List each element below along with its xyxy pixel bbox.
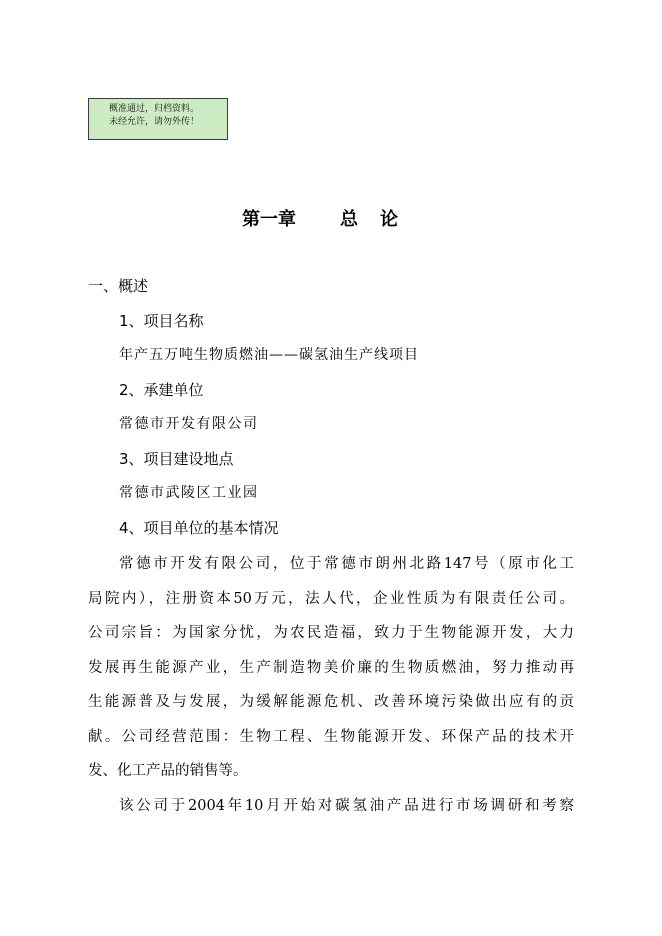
paragraph-line: 生能源普及与发展，为缓解能源危机、改善环境污染做出应有的贡	[88, 694, 574, 710]
notice-line-1: 概准通过，归档资料。	[109, 104, 200, 114]
item-4-label: 4、项目单位的基本情况	[119, 519, 279, 537]
item-3-value: 常德市武陵区工业园	[119, 485, 259, 501]
section-heading: 一、概述	[88, 277, 149, 295]
item-3-label: 3、项目建设地点	[119, 450, 234, 468]
chapter-heading	[0, 205, 662, 231]
chapter-number: 第一章	[242, 209, 296, 230]
item-2-label: 2、承建单位	[119, 381, 204, 399]
item-1-value: 年产五万吨生物质燃油——碳氢油生产线项目	[119, 347, 419, 363]
paragraph-line: 常德市开发有限公司，位于常德市朗州北路147号（原市化工	[119, 556, 574, 572]
notice-line-2: 未经允许，请勿外传！	[109, 117, 200, 127]
paragraph-line: 公司宗旨：为国家分忧，为农民造福，致力于生物能源开发，大力	[88, 625, 574, 641]
paragraph-line: 局院内），注册资本50万元，法人代，企业性质为有限责任公司。	[88, 590, 574, 607]
company-description	[88, 547, 574, 823]
distribution-notice	[88, 98, 228, 140]
paragraph-line: 献。公司经营范围：生物工程、生物能源开发、环保产品的技术开	[88, 728, 574, 745]
paragraph-line: 该公司于2004年10月开始对碳氢油产品进行市场调研和考察	[119, 797, 574, 814]
item-2-value: 常德市开发有限公司	[119, 416, 259, 432]
chapter-title: 总论	[340, 209, 420, 230]
paragraph-line: 发展再生能源产业，生产制造物美价廉的生物质燃油，努力推动再	[88, 659, 574, 676]
item-1-label: 1、项目名称	[119, 312, 204, 330]
paragraph-line: 发、化工产品的销售等。	[88, 763, 248, 779]
